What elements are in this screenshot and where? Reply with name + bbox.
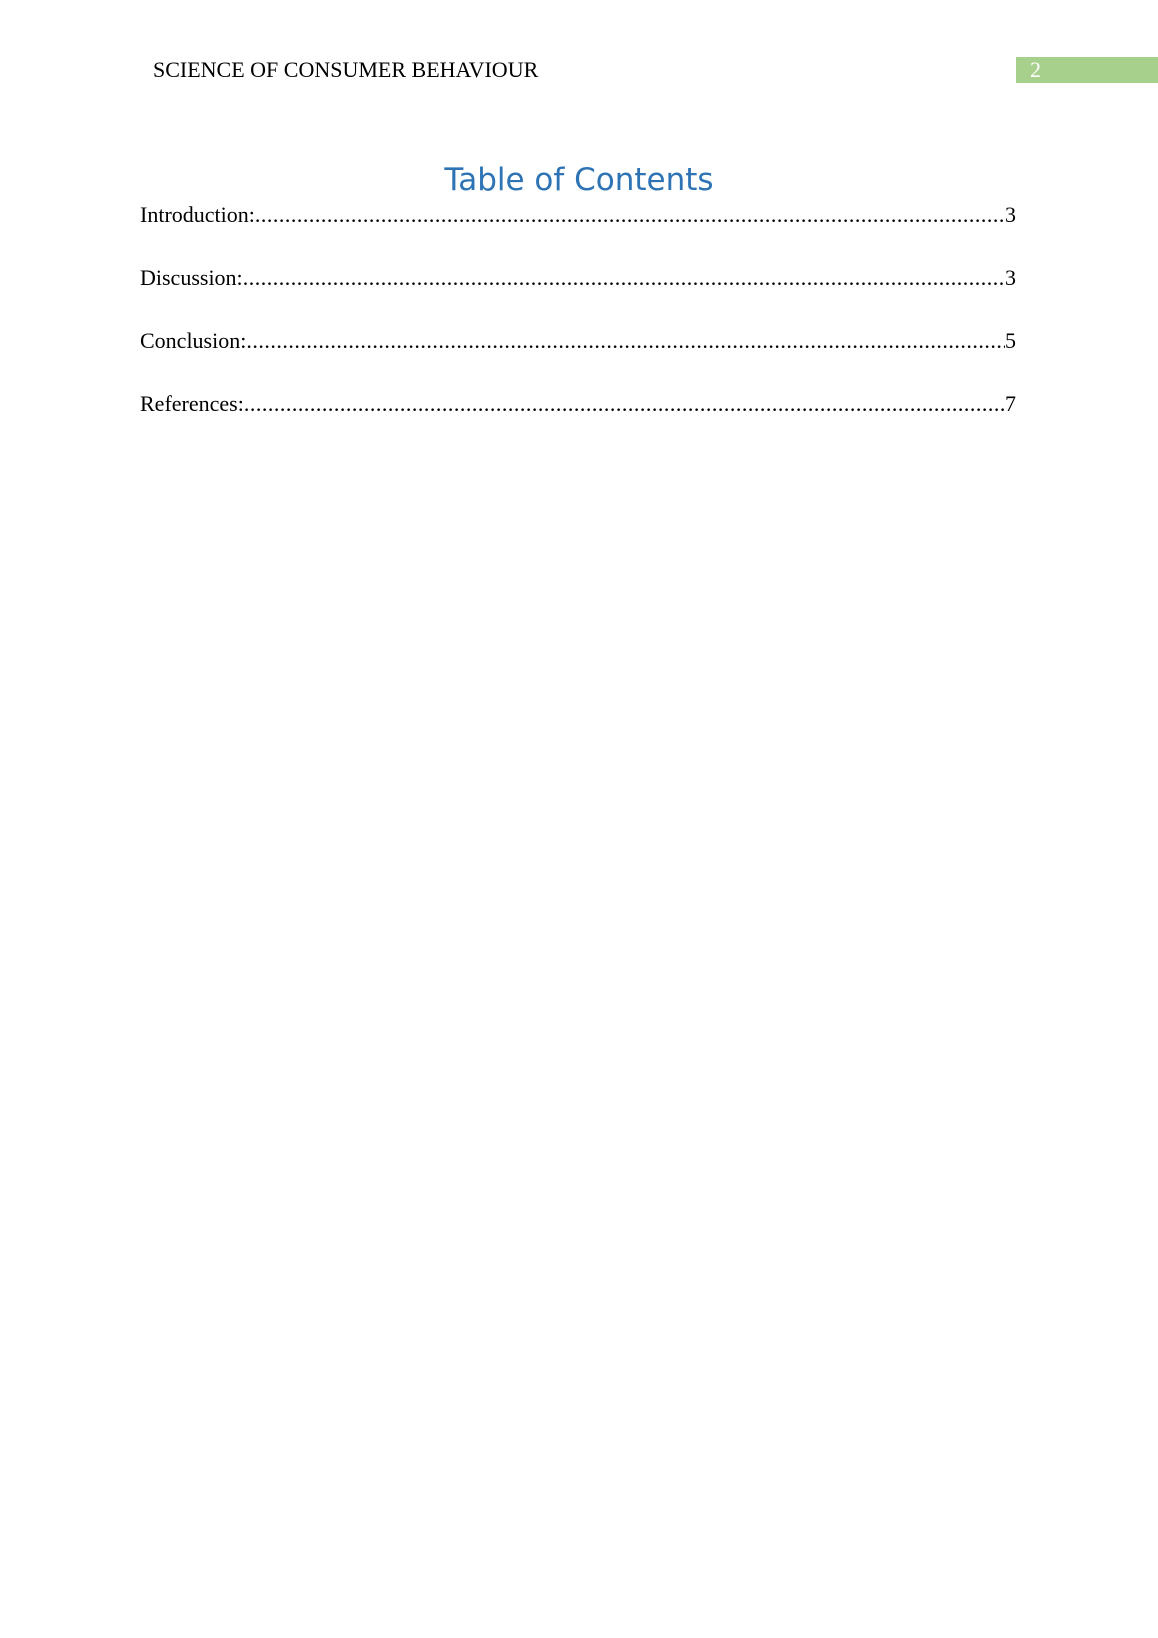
toc-entry-conclusion[interactable] — [140, 326, 1016, 356]
toc-entry-introduction[interactable] — [140, 200, 1016, 230]
toc-entry-label: Conclusion: — [140, 328, 247, 353]
toc-entry-page: 3 — [1005, 202, 1016, 227]
dot-leader — [244, 389, 1005, 419]
toc-entry-label: Introduction: — [140, 202, 255, 227]
toc-entry-discussion[interactable] — [140, 263, 1016, 293]
toc-entry-label: References: — [140, 391, 244, 416]
running-head: SCIENCE OF CONSUMER BEHAVIOUR — [153, 57, 539, 82]
toc-title: Table of Contents — [444, 162, 714, 198]
dot-leader — [246, 326, 1005, 356]
dot-leader — [255, 200, 1005, 230]
dot-leader — [243, 263, 1005, 293]
toc-entry-references[interactable] — [140, 389, 1016, 419]
toc-entry-label: Discussion: — [140, 265, 243, 290]
table-of-contents — [140, 200, 1016, 452]
toc-entry-page: 3 — [1005, 265, 1016, 290]
toc-entry-page: 7 — [1005, 391, 1016, 416]
toc-entry-page: 5 — [1005, 328, 1016, 353]
page-number: 2 — [1016, 57, 1158, 83]
